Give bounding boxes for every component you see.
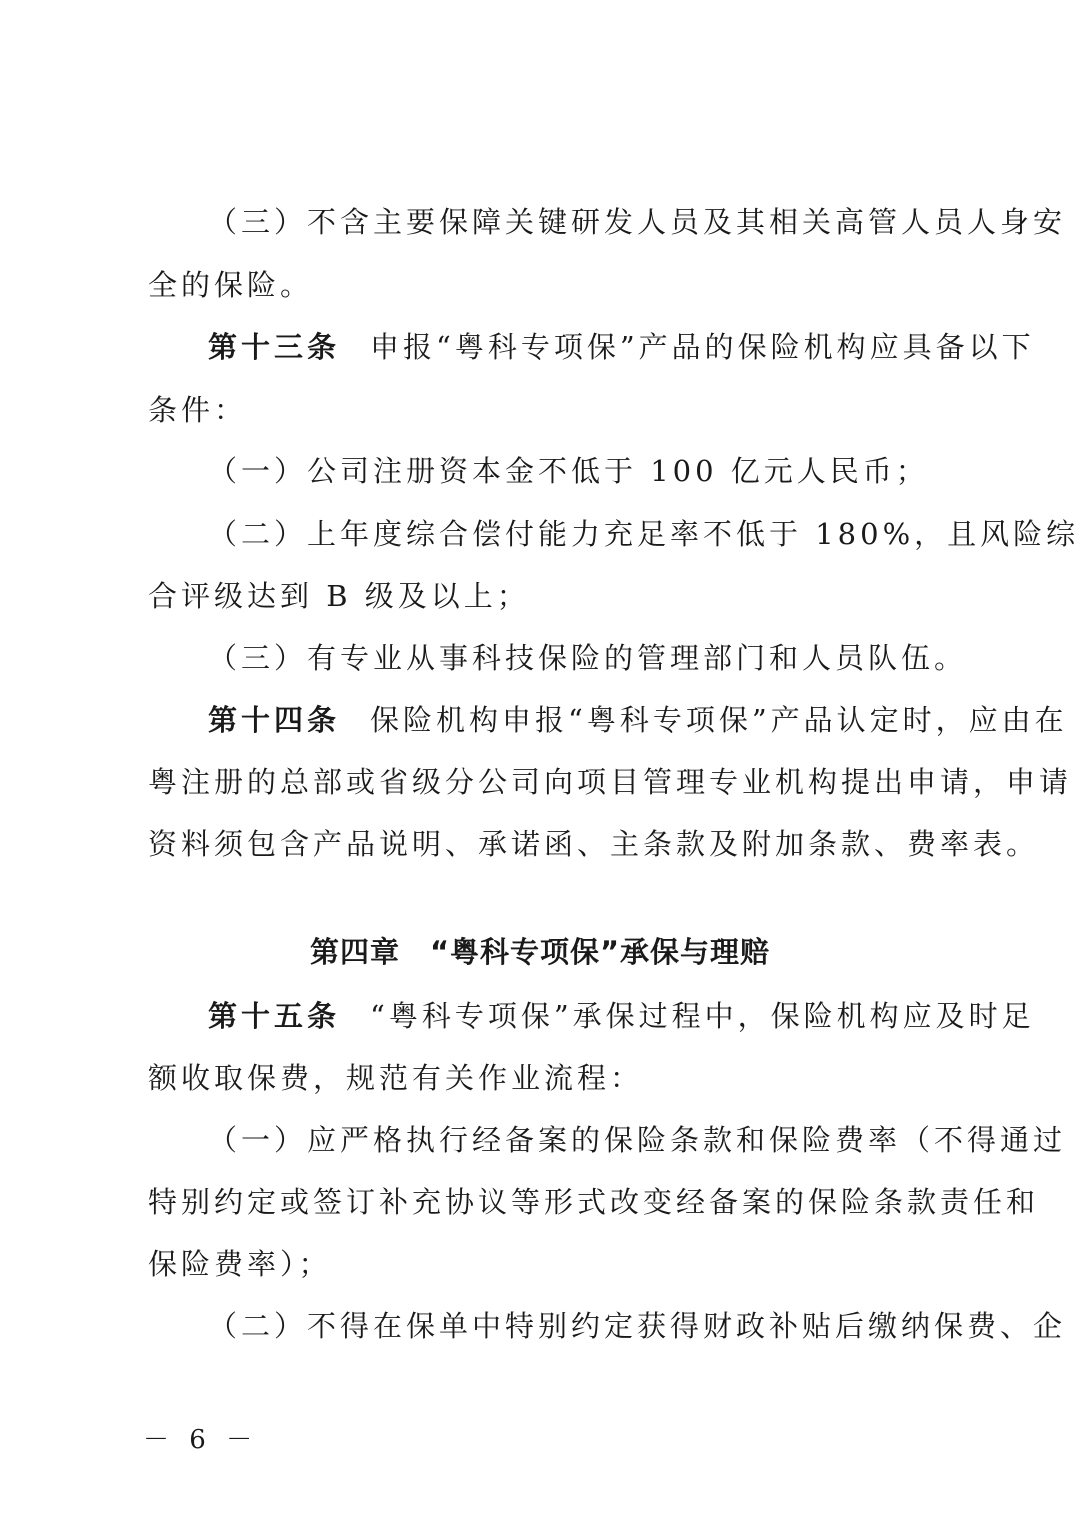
article-number: 第十四条: [208, 703, 341, 737]
paragraph-line: 合评级达到 B 级及以上；: [148, 579, 530, 613]
paragraph-line: 条件：: [148, 393, 248, 427]
article-15-heading-line: 第十五条 “粤科专项保”承保过程中，保险机构应及时足: [208, 999, 1035, 1033]
article-13-heading-line: 第十三条 申报“粤科专项保”产品的保险机构应具备以下: [208, 330, 1035, 364]
paragraph-line: （一）应严格执行经备案的保险条款和保险费率（不得通过: [208, 1123, 1067, 1157]
paragraph-line: （三）有专业从事科技保险的管理部门和人员队伍。: [208, 641, 968, 675]
paragraph-line: （二）不得在保单中特别约定获得财政补贴后缴纳保费、企: [208, 1309, 1067, 1343]
paragraph-line: 粤注册的总部或省级分公司向项目管理专业机构提出申请，申请: [148, 765, 1073, 799]
article-number: 第十五条: [208, 999, 341, 1033]
article-14-heading-line: 第十四条 保险机构申报“粤科专项保”产品认定时，应由在: [208, 703, 1068, 737]
paragraph-line: 资料须包含产品说明、承诺函、主条款及附加条款、费率表。: [148, 827, 1040, 861]
article-number: 第十三条: [208, 330, 341, 364]
paragraph-line: （三）不含主要保障关键研发人员及其相关高管人员人身安: [208, 205, 1067, 239]
paragraph-line: 保险费率）；: [148, 1247, 332, 1281]
chapter-title: 第四章 “粤科专项保”承保与理赔: [309, 935, 771, 969]
paragraph-line: 额收取保费，规范有关作业流程：: [148, 1061, 644, 1095]
paragraph-line: 全的保险。: [148, 268, 314, 302]
paragraph-line: （二）上年度综合偿付能力充足率不低于 180%，且风险综: [208, 517, 1080, 551]
page-number: － 6 －: [143, 1425, 259, 1455]
paragraph-line: （一）公司注册资本金不低于 100 亿元人民币；: [208, 454, 929, 488]
paragraph-line: 特别约定或签订补充协议等形式改变经备案的保险条款责任和: [148, 1185, 1040, 1219]
